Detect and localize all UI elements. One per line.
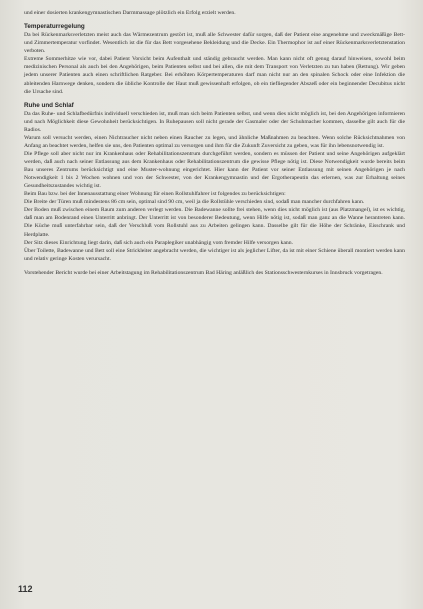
intro-line: und einer dosierten krankengymnastischen Darmmassage plötzlich ein Erfolg erzielt werden. <box>24 10 236 16</box>
paragraph: Warum soll versucht werden, einen Nichtraucher nicht neben einen Raucher zu legen, und ähnliche Maßnahmen zu beachten. Wenn solche Rücksichtnahmen von Anfang an beachtet werden, helfen sie uns, den Patienten optimal zu versorgen und ihm für die Zukunft Zuversicht zu geben, was für ihn lebensnotwendig ist. <box>24 134 405 150</box>
page-number: 112 <box>18 584 33 594</box>
heading-temperaturregelung: Temperaturregelung <box>24 23 85 31</box>
heading-ruhe-und-schlaf: Ruhe und Schlaf <box>24 101 74 109</box>
paragraph: Extreme Sommerhitze wie vor, dabei Patient Vorsicht beim Aufenthalt und ständig gebraucht werden. Man kann nicht oft genug darauf hinweisen, sowohl beim medizinischen Personal als auch bei den Angehörigen, beim Patienten selbst und bei allen, die mit dem Transport von Verletzten zu tun haben (Rettung). Wir geben jedem unserer Patienten auch einen schriftlichen Ratgeber. Bei erhöhten Körpertemperaturen darf man nicht nur an den spinalen Schock oder eine Infektion die ableitenden Harnwege denken, sondern die übliche Kontrolle der Haut muß gewissenhaft erfolgen, ob ein tiefliegender Abszeß oder ein beginnender Decubitus nicht die Ursache sind. <box>24 56 405 95</box>
paragraph: Beim Bau bzw. bei der Innenausstattung einer Wohnung für einen Rollstuhlfahrer ist folgendes zu berücksichtigen: <box>24 191 286 198</box>
paragraph: Die Pflege soll aber nicht nur im Krankenhaus oder Rehabilitationszentrum durchgeführt werden, sondern es müssen der Patient und seine Angehörigen aufgeklärt werden, daß auch nach seiner Entlassung aus dem Krankenhaus oder Rehabilitationszentrum die gewisse Pflege nötig ist. Diese Notwendigkeit wurde bereits beim Bau unseres Zentrums berücksichtigt und eine Muster-wohnung eingerichtet. Hier kann der Patient vor seiner Entlassung mit seinen Angehörigen je nach Notwendigkeit 1 bis 2 Wochen wohnen und von der Schwester, von der Krankengymnastin und der Ergotherapeutin das erlernen, was zur Erhaltung seines Gesundheitszustandes wichtig ist. <box>24 151 405 190</box>
paragraph: Da bei Rückenmarksverletzten meist auch das Wärmezentrum gestört ist, muß alle Schwester dafür sorgen, daß der Patient eine angenehme und zweckmäßige Bett- und Zimmertemperatur vorfindet. Wesentlich ist die für das Bett vorgesehene Bekleidung und die Decke. Ein Thermophor ist auf einer Rückenmarksverletztenstation verboten. <box>24 32 405 55</box>
paragraph: Da das Ruhe- und Schlafbedürfnis individuell verschieden ist, muß man sich beim Patienten selbst, und wenn dies nicht möglich ist, bei den Angehörigen informieren und nach Möglichkeit diese Gewohnheit berücksichtigen. In Ruhepausen soll nicht gerade der Gasmaler oder der Schuhmacher kommen, dasselbe gilt auch für die Radios. <box>24 110 405 133</box>
paragraph: Der Sitz dieses Einrichtung liegt darin, daß sich auch ein Paraplegiker unabhängig vom fremder Hilfe versorgen kann. <box>24 239 294 246</box>
paragraph: Über Toilette, Badewanne und Bett soll eine Strickleiter angebracht werden, die wichtiger ist als jeglicher Lifter, da ist mit einer Schiene überall montiert werden kann und relativ geringe Kosten verursacht. <box>24 247 405 262</box>
paragraph: Die Breite der Türen muß mindestens 86 cm sein, optimal sind 90 cm, weil ja die Rollstühle verschieden sind, sodaß man mancher durchfahren kann. <box>24 199 365 206</box>
page-text <box>24 9 405 277</box>
closing-paragraph: Vorstehender Bericht wurde bei einer Arbeitstagung im Rehabilitationszentrum Bad Häring anläßlich des Stationsschwesternkurses in Innsbruck vorgetragen. <box>24 269 383 276</box>
paragraph: Der Boden muß zwischen einem Raum zum anderen verlegt werden. Die Badewanne sollte frei stehen, wenn dies nicht möglich ist (aus Platzmangel), ist es wichtig, daß man am Bodenrand einen Unterritt anbringt. Der Unterritt ist von besonderer Bedeutung, wenn Hilfe nötig ist, sodaß man ganz an die Wanne herantreten kann. Die Küche muß unterfahrbar sein, daß der Verschluß vom Rollstuhl aus zu Arbeiten gelingen kann. Dasselbe gilt für die Höhe der Schränke, Eisschrank und Herdplatte. <box>24 207 405 238</box>
